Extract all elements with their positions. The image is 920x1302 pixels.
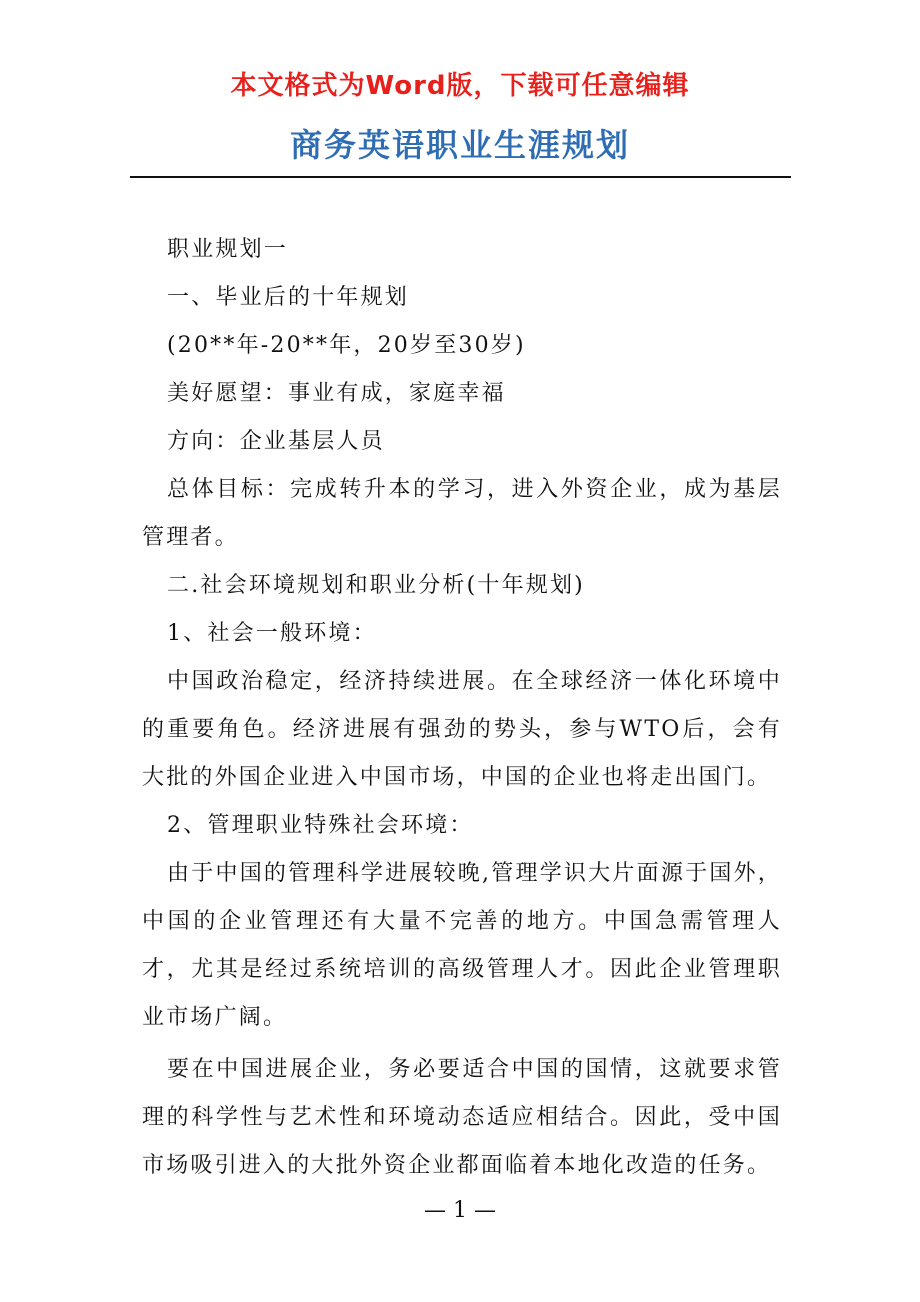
paragraph: 方向：企业基层人员 xyxy=(167,429,385,454)
document-body xyxy=(142,226,782,1190)
paragraph: 中国政治稳定，经济持续进展。在全球经济一体化环境中的重要角色。经济进展有强劲的势头，参与WTO后，会有大批的外国企业进入中国市场，中国的企业也将走出国门。 xyxy=(142,669,782,790)
paragraph: 2、管理职业特殊社会环境： xyxy=(167,813,474,838)
title-divider xyxy=(130,176,791,178)
subsection-heading: 一、毕业后的十年规划 xyxy=(167,285,410,310)
subsection-heading: 二.社会环境规划和职业分析(十年规划) xyxy=(167,573,585,598)
format-notice-banner: 本文格式为Word版，下载可任意编辑 xyxy=(230,71,690,101)
document-title: 商务英语职业生涯规划 xyxy=(289,126,630,164)
paragraph: 美好愿望：事业有成，家庭幸福 xyxy=(167,381,506,406)
paragraph: 总体目标：完成转升本的学习，进入外资企业，成为基层管理者。 xyxy=(142,477,782,550)
page-number: — 1 — xyxy=(424,1198,496,1223)
paragraph: 1、社会一般环境： xyxy=(167,621,377,646)
paragraph: (20**年-20**年，20岁至30岁) xyxy=(167,333,526,358)
paragraph: 由于中国的管理科学进展较晚,管理学识大片面源于国外，中国的企业管理还有大量不完善的地方。中国急需管理人才，尤其是经过系统培训的高级管理人才。因此企业管理职业市场广阔。 xyxy=(142,861,782,1030)
paragraph: 要在中国进展企业，务必要适合中国的国情，这就要求管理的科学性与艺术性和环境动态适应相结合。因此，受中国市场吸引进入的大批外资企业都面临着本地化改造的任务。 xyxy=(142,1057,782,1178)
section-heading: 职业规划一 xyxy=(167,237,289,262)
